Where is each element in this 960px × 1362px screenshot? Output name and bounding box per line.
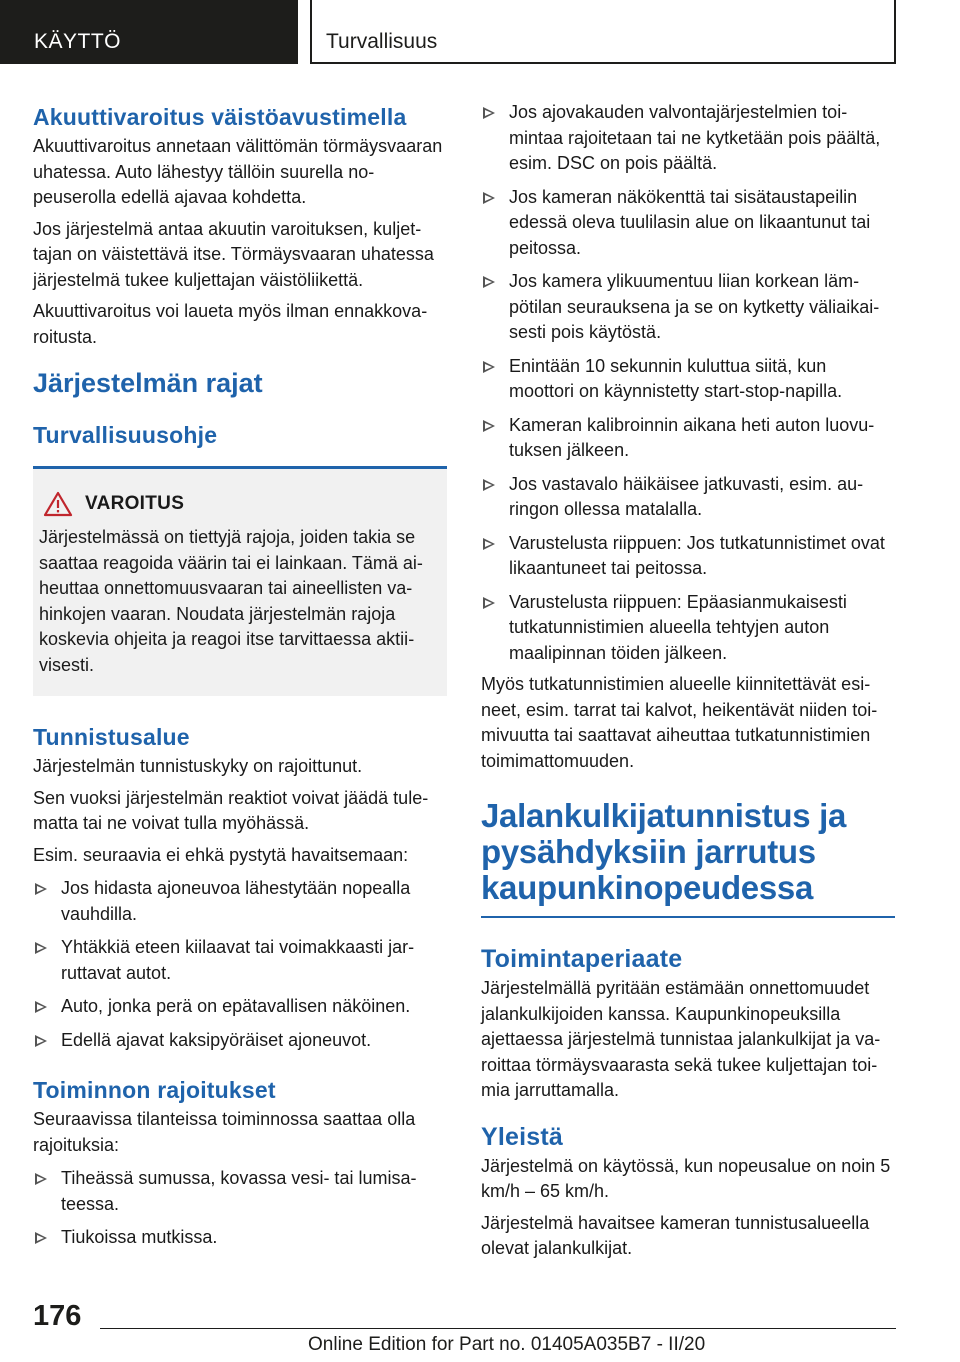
header-right-edge — [894, 0, 896, 64]
paragraph: Järjestelmällä pyritään estämään onnettomuudet jalankulkijoiden kanssa. Kaupunkinopeuksilla ajettaessa järjestelmä tunnistaa jalankulkijat ja varoittaa törmäysvaarasta sekä tukee kuljettajan toimia jarruttamalla. — [481, 978, 881, 1100]
bullet-triangle-icon — [483, 420, 495, 432]
bullet-triangle-icon — [35, 1001, 47, 1013]
bullet-triangle-icon — [35, 1232, 47, 1244]
warning-title: VAROITUS — [85, 493, 185, 514]
paragraph: Seuraavissa tilanteissa toiminnossa saattaa olla rajoituksia: — [33, 1109, 416, 1155]
list-item-text: Varustelusta riippuen: Jos tutkatunnistimet ovat likaantuneet tai peitossa. — [509, 532, 885, 578]
list-item-text: Jos vastavalo häikäisee jatkuvasti, esim. auringon ollessa matalalla. — [509, 473, 864, 519]
right-column — [481, 100, 895, 1262]
warning-box — [33, 466, 447, 696]
function-limits-list — [33, 1166, 447, 1251]
page-number: 176 — [33, 1300, 82, 1332]
list-item — [33, 876, 447, 927]
warning-text: Järjestelmässä on tiettyjä rajoja, joiden takia se saattaa reagoida väärin tai ei lainkaan. Tämä aiheuttaa onnettomuusvaaran tai aineellisten vahinkojen vaaran. Noudata järjestelmän rajoja koskevia ohjeita ja reagoi itse tarvittaessa aktiivisesti. — [39, 527, 423, 675]
list-item — [481, 354, 895, 405]
list-item — [33, 1225, 447, 1251]
list-item — [481, 531, 895, 582]
limits-continued-list — [481, 100, 895, 666]
heading-rule — [481, 916, 895, 918]
list-item-text: Yhtäkkiä eteen kiilaavat tai voimakkaasti jarruttavat autot. — [61, 937, 415, 983]
section-title: KÄYTTÖ — [34, 30, 122, 53]
list-item — [481, 472, 895, 523]
warning-header — [37, 491, 439, 517]
heading-general: Yleistä — [481, 1122, 564, 1151]
header-divider — [310, 0, 312, 64]
heading-function-limits: Toiminnon rajoitukset — [33, 1077, 276, 1103]
list-item-text: Tiukoissa mutkissa. — [61, 1227, 218, 1247]
footer-rule — [100, 1328, 896, 1329]
list-item — [481, 269, 895, 346]
list-item-text: Varustelusta riippuen: Epäasianmukaisesti tutkatunnistimien alueella tehtyjen auton maalipinnan töiden jälkeen. — [509, 591, 847, 663]
list-item-text: Jos ajovakauden valvontajärjestelmien toimintaa rajoitetaan tai ne kytketään pois päältä, esim. DSC on pois päältä. — [509, 102, 881, 173]
heading-detection-range: Tunnistusalue — [33, 724, 190, 750]
list-item — [33, 935, 447, 986]
header-rule — [310, 62, 896, 64]
bullet-triangle-icon — [483, 192, 495, 204]
list-item-text: Edellä ajavat kaksipyöräiset ajoneuvot. — [61, 1029, 372, 1050]
bullet-triangle-icon — [483, 479, 495, 491]
paragraph: Jos järjestelmä antaa akuutin varoituksen, kuljettajan on väistettävä itse. Törmäysvaaran uhatessa järjestelmä tukee kuljettajan väistöliikettä. — [33, 218, 434, 290]
list-item-text: Auto, jonka perä on epätavallisen näköinen. — [61, 996, 411, 1016]
bullet-triangle-icon — [483, 597, 495, 609]
list-item — [481, 185, 895, 262]
bullet-triangle-icon — [483, 538, 495, 550]
list-item — [33, 994, 447, 1020]
list-item — [481, 100, 895, 177]
bullet-triangle-icon — [35, 1035, 47, 1047]
left-column — [33, 100, 447, 1251]
list-item-text: Enintään 10 sekunnin kuluttua siitä, kun moottori on käynnistetty start-stop-napilla. — [509, 355, 843, 401]
bullet-triangle-icon — [35, 1173, 47, 1185]
edition-text: Online Edition for Part no. 01405A035B7 - II/20 — [308, 1334, 706, 1355]
heading-acute-warning: Akuuttivaroitus väistöavustimella — [33, 104, 407, 130]
list-item-text: Jos kameran näkökenttä tai sisätaustapeilin edessä oleva tuulilasin alue on likaantunut tai peitossa. — [509, 186, 871, 258]
heading-pedestrian-detection: Jalankulkijatunnistus ja pysähdyksiin jarrutus kaupunkinopeudessa — [481, 797, 847, 906]
paragraph: Akuuttivaroitus annetaan välittömän törmäysvaaran uhatessa. Auto lähestyy tällöin suurella nopeuserolla edellä ajavaa kohdetta. — [33, 136, 443, 207]
heading-safety-note: Turvallisuusohje — [33, 422, 218, 448]
paragraph: Akuuttivaroitus voi laueta myös ilman ennakkovaroitusta. — [33, 301, 428, 347]
paragraph: Esim. seuraavia ei ehkä pystytä havaitsemaan: — [33, 844, 409, 865]
list-item-text: Jos hidasta ajoneuvoa lähestytään nopealla vauhdilla. — [61, 878, 411, 924]
list-item — [481, 590, 895, 667]
paragraph: Sen vuoksi järjestelmän reaktiot voivat jäädä tulematta tai ne voivat tulla myöhässä. — [33, 787, 429, 833]
paragraph: Myös tutkatunnistimien alueelle kiinnitettävät esineet, esim. tarrat tai kalvot, heikentävät niiden toimivuutta tai saattavat aiheuttaa tutkatunnistimien toimimattomuuden. — [481, 674, 878, 771]
topic-title: Turvallisuus — [326, 30, 438, 53]
list-item — [481, 413, 895, 464]
section-tab — [0, 0, 298, 64]
paragraph: Järjestelmä on käytössä, kun nopeusalue on noin 5 km/h – 65 km/h. — [481, 1155, 891, 1201]
bullet-triangle-icon — [35, 883, 47, 895]
heading-system-limits: Järjestelmän rajat — [33, 368, 263, 398]
bullet-triangle-icon — [483, 276, 495, 288]
warning-triangle-icon — [43, 491, 73, 517]
list-item-text: Tiheässä sumussa, kovassa vesi- tai lumisateessa. — [61, 1168, 417, 1214]
bullet-triangle-icon — [483, 361, 495, 373]
heading-principle: Toimintaperiaate — [481, 945, 683, 973]
paragraph: Järjestelmän tunnistuskyky on rajoittunut. — [33, 756, 363, 776]
list-item-text: Jos kamera ylikuumentuu liian korkean lämpötilan seurauksena ja se on kytketty väliaikaisesti pois käytöstä. — [509, 271, 880, 342]
bullet-triangle-icon — [483, 107, 495, 119]
list-item-text: Kameran kalibroinnin aikana heti auton luovutuksen jälkeen. — [509, 414, 875, 460]
bullet-triangle-icon — [35, 942, 47, 954]
list-item — [33, 1166, 447, 1217]
detection-list — [33, 876, 447, 1053]
paragraph: Järjestelmä havaitsee kameran tunnistusalueella olevat jalankulkijat. — [481, 1212, 870, 1258]
list-item — [33, 1028, 447, 1054]
